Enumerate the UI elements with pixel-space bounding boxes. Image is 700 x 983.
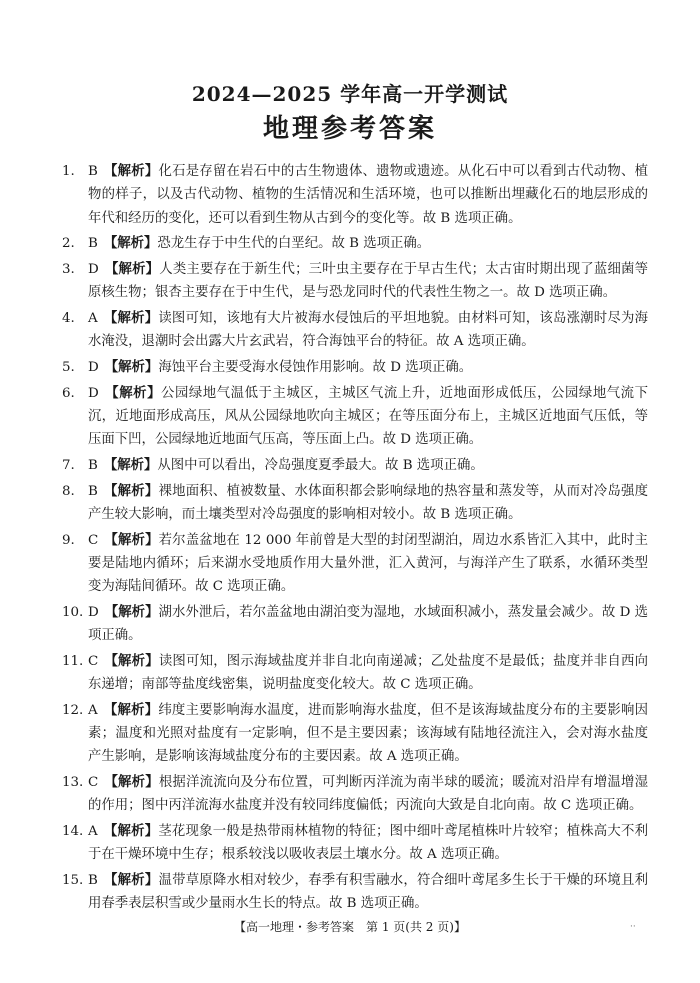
- corner-mark: ··: [630, 922, 636, 932]
- answer-body: [88, 382, 648, 452]
- analysis-text: 读图可知，该地有大片被海水侵蚀后的平坦地貌。由材料可知，该岛涨潮时尽为海水淹没，退潮时会出露大片玄武岩，符合海蚀平台的特征。故 A 选项正确。: [88, 310, 649, 350]
- answer-item: [62, 160, 648, 230]
- answer-body: [88, 869, 648, 916]
- analysis-text: 读图可知，图示海域盐度并非自北向南递减；乙处盐度不是最低；盐度并非自西向东递增；南部等盐度线密集，说明盐度变化较大。故 C 选项正确。: [88, 653, 648, 693]
- analysis-text: 温带草原降水相对较少，春季有积雪融水，符合细叶鸢尾多生长于干燥的环境且利用春季表层积雪或少量雨水生长的特点。故 B 选项正确。: [88, 873, 649, 912]
- answer-letter: B: [88, 457, 98, 473]
- analysis-tag: 【解析】: [103, 702, 159, 718]
- answer-number: 9.: [62, 532, 75, 548]
- answer-number: 10.: [62, 604, 84, 620]
- answer-number: 13.: [62, 775, 84, 791]
- answer-item: [62, 529, 648, 599]
- answer-body: [88, 601, 648, 648]
- answer-item: [62, 869, 648, 916]
- answer-body: [88, 307, 648, 354]
- answer-item: [62, 382, 648, 452]
- answer-number: 2.: [62, 236, 75, 252]
- answer-number: 8.: [62, 483, 75, 499]
- answer-letter: D: [88, 385, 99, 401]
- analysis-tag: 【解析】: [104, 261, 160, 277]
- answer-body: [88, 454, 648, 477]
- answer-item: [62, 771, 648, 818]
- answer-body: [88, 699, 648, 769]
- answer-item: [62, 307, 648, 354]
- answer-item: [62, 699, 648, 769]
- answer-number: 14.: [62, 824, 84, 840]
- analysis-tag: 【解析】: [103, 483, 159, 499]
- analysis-tag: 【解析】: [104, 653, 159, 669]
- answer-number: 1.: [62, 164, 75, 179]
- analysis-text: 湖水外泄后，若尔盖盆地由湖泊变为湿地，水域面积减小，蒸发量会减少。故 D 选项正确。: [88, 604, 648, 644]
- analysis-tag: 【解析】: [103, 873, 159, 889]
- analysis-text: 恐龙生存于中生代的白垩纪。故 B 选项正确。: [157, 236, 431, 252]
- answer-item: [62, 820, 648, 867]
- answer-body: [88, 820, 648, 867]
- analysis-text: 海蚀平台主要受海水侵蚀作用影响。故 D 选项正确。: [158, 359, 473, 375]
- answer-letter: B: [88, 483, 98, 499]
- answer-letter: A: [88, 702, 98, 718]
- analysis-tag: 【解析】: [103, 310, 159, 326]
- answer-letter: C: [88, 532, 99, 548]
- answer-body: [88, 771, 648, 818]
- analysis-tag: 【解析】: [104, 359, 159, 375]
- analysis-tag: 【解析】: [103, 164, 159, 179]
- answer-letter: C: [88, 653, 99, 669]
- analysis-tag: 【解析】: [103, 824, 159, 840]
- analysis-tag: 【解析】: [104, 604, 159, 620]
- answer-number: 11.: [62, 653, 84, 669]
- analysis-tag: 【解析】: [103, 457, 158, 473]
- answer-letter: B: [88, 236, 98, 252]
- analysis-text: 公园绿地气温低于主城区，主城区气流上升，近地面形成低压，公园绿地气流下沉，近地面形成高压，风从公园绿地吹向主城区；在等压面分布上，主城区近地面气压低，等压面下凹，公园绿地近地面气压高，等压面上凸。故 D 选项正确。: [88, 385, 649, 448]
- answer-body: [88, 160, 648, 230]
- analysis-tag: 【解析】: [104, 532, 159, 548]
- analysis-text: 从图中可以看出，冷岛强度夏季最大。故 B 选项正确。: [157, 457, 484, 473]
- answer-body: [88, 232, 648, 255]
- answer-letter: B: [88, 873, 98, 889]
- answer-number: 15.: [62, 873, 84, 889]
- analysis-text: 化石是存留在岩石中的古生物遗体、遗物或遗迹。从化石中可以看到古代动物、植物的样子，以及古代动物、植物的生活情况和生活环境，也可以推断出埋藏化石的地层形成的年代和经历的变化，还可以看到生物从古到今的变化等。故 B 选项正确。: [88, 164, 649, 226]
- analysis-tag: 【解析】: [104, 775, 159, 791]
- answer-body: [88, 356, 648, 379]
- answer-item: [62, 650, 648, 697]
- analysis-text: 裸地面积、植被数量、水体面积都会影响绿地的热容量和蒸发等，从而对冷岛强度产生较大影响，而土壤类型对冷岛强度的影响相对较小。故 B 选项正确。: [88, 483, 649, 522]
- answer-letter: C: [88, 775, 99, 791]
- answer-number: 7.: [62, 457, 75, 473]
- answer-letter: A: [88, 310, 98, 326]
- answer-letter: D: [88, 604, 99, 620]
- analysis-tag: 【解析】: [104, 385, 162, 401]
- answer-letter: D: [88, 261, 99, 277]
- answer-number: 3.: [62, 261, 75, 277]
- answer-letter: D: [88, 359, 99, 375]
- answer-item: [62, 454, 648, 477]
- answer-body: [88, 258, 648, 305]
- analysis-text: 根据洋流流向及分布位置，可判断丙洋流为南半球的暖流；暖流对沿岸有增温增湿的作用；图中丙洋流海水盐度并没有较同纬度偏低；丙流向大致是自北向南。故 C 选项正确。: [88, 775, 648, 814]
- answer-number: 12.: [62, 702, 84, 718]
- analysis-text: 人类主要存在于新生代；三叶虫主要存在于早古生代；太古宙时期出现了蓝细菌等原核生物；银杏主要存在于中生代，是与恐龙同时代的代表性生物之一。故 D 选项正确。: [88, 261, 648, 301]
- answer-number: 4.: [62, 310, 75, 326]
- analysis-tag: 【解析】: [103, 236, 158, 252]
- answer-item: [62, 356, 648, 379]
- answer-item: [62, 480, 648, 527]
- analysis-text: 纬度主要影响海水温度，进而影响海水盐度，但不是该海域盐度分布的主要影响因素；温度和光照对盐度有一定影响，但不是主要因素；该海域有陆地径流注入，会对海水盐度产生影响，是影响该海域盐度分布的主要因素。故 A 选项正确。: [88, 702, 649, 765]
- answer-letter: B: [88, 164, 98, 179]
- analysis-text: 若尔盖盆地在 12 000 年前曾是大型的封闭型湖泊，周边水系皆汇入其中，此时主要是陆地内循环；后来湖水受地质作用大量外泄，汇入黄河，与海洋产生了联系，水循环类型变为海陆间循环。故 C 选项正确。: [88, 532, 648, 595]
- page-title-line1: 2024—2025 学年高一开学测试: [191, 82, 509, 106]
- answer-body: [88, 650, 648, 697]
- answer-body: [88, 529, 648, 599]
- answer-letter: A: [88, 824, 98, 840]
- page-title-line2: 地理参考答案: [262, 114, 437, 144]
- analysis-text: 茎花现象一般是热带雨林植物的特征；图中细叶鸢尾植株叶片较窄；植株高大不利于在干燥环境中生存；根系较浅以吸收表层土壤水分。故 A 选项正确。: [88, 824, 649, 863]
- answer-item: [62, 232, 648, 255]
- answer-list: [62, 160, 648, 918]
- page-footer: 【高一地理・参考答案 第 1 页(共 2 页)】: [234, 920, 466, 934]
- answer-item: [62, 258, 648, 305]
- answer-number: 5.: [62, 359, 75, 375]
- answer-body: [88, 480, 648, 527]
- answer-item: [62, 601, 648, 648]
- answer-number: 6.: [62, 385, 75, 401]
